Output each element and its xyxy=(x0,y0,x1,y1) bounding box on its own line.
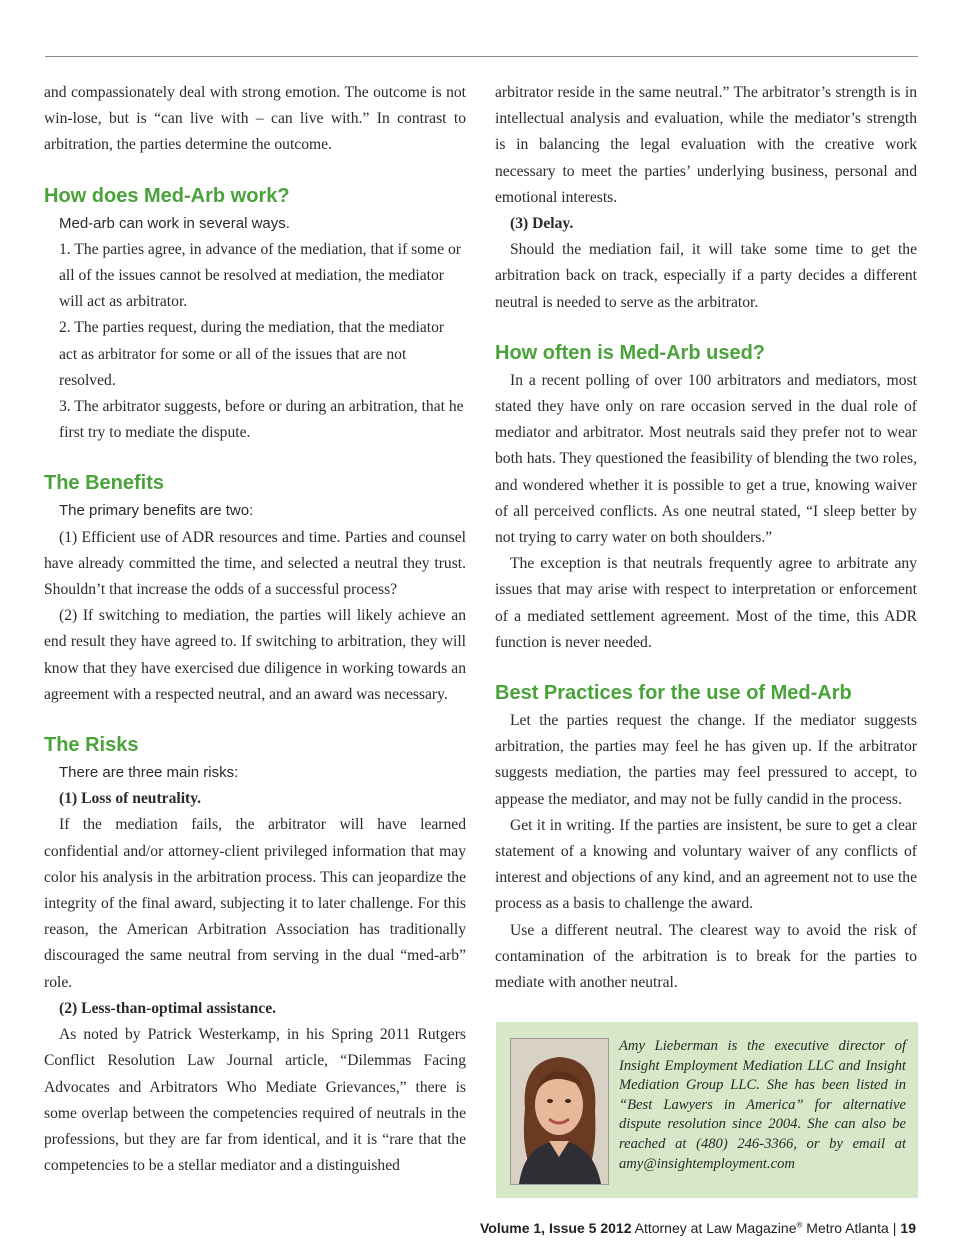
continued-paragraph: arbitrator reside in the same neutral.” The arbitrator’s strength is in intellectual analysis and evaluation, while the mediator’s strength is in balancing the legal evaluation with the creative work necessary to meet the parties’ underlying business, personal and emotional interests. xyxy=(495,84,917,206)
often-paragraph: In a recent polling of over 100 arbitrators and mediators, most stated they have only on rare occasion served in the dual role of mediator and arbitrator. Most neutrals said they prefer not to wear both hats. They questioned the feasibility of blending the two roles, and wondered whether it is possible to get a true, knowing waiver of all perceived conflicts. As one neutral stated, “I sleep better by not trying to carry water on both shoulders.” xyxy=(495,371,917,547)
author-portrait-icon xyxy=(511,1039,608,1184)
heading-how-often: How often is Med-Arb used? xyxy=(495,341,765,364)
list-item: 3. The arbitrator suggests, before or during an arbitration, that he first try to mediate the dispute. xyxy=(59,398,464,442)
benefit-paragraph: (1) Efficient use of ADR resources and time. Parties and counsel have already committed the time, and selected a neutral they trust. Shouldn’t that increase the odds of a successful process? xyxy=(44,528,466,599)
risk-paragraph: Should the mediation fail, it will take some time to get the arbitration back on track, especially if a party decides a different neutral is needed to serve as the arbitrator. xyxy=(495,241,917,311)
page-number: 19 xyxy=(900,1220,916,1236)
risks-intro: There are three main risks: xyxy=(59,764,239,782)
risk-title: (3) Delay. xyxy=(510,215,574,233)
heading-best-practices: Best Practices for the use of Med-Arb xyxy=(495,682,852,705)
left-column xyxy=(44,80,466,1179)
risk-paragraph: As noted by Patrick Westerkamp, in his Spring 2011 Rutgers Conflict Resolution Law Journal article, “Dilemmas Facing Advocates and Arbitrators Who Mediate Grievances,” there is some overlap between the competencies required of neutrals in the professions, but they are far from identical, and it is “rare that the competencies to be a stellar mediator and a distinguished xyxy=(44,1026,466,1175)
often-paragraph: The exception is that neutrals frequently agree to arbitrate any issues that may arise with respect to interpretation or enforcement of a mediated settlement agreement. Most of the time, this ADR function is never needed. xyxy=(495,555,917,651)
intro-paragraph: and compassionately deal with strong emotion. The outcome is not win-lose, but is “can live with – can live with.” In contrast to arbitration, the parties determine the outcome. xyxy=(44,84,466,154)
footer-separator: | xyxy=(892,1220,897,1236)
heading-benefits: The Benefits xyxy=(44,472,165,495)
author-bio-text: Amy Lieberman is the executive director of Insight Employment Mediation LLC and Insight Mediation Group LLC. She has been listed in “Best Lawyers in America” for alternative dispute resolution since 2004. She can also be reached at (480) 246-3366, or by email at amy@insightemployment.com xyxy=(619,1038,906,1172)
author-photo xyxy=(510,1038,609,1185)
page-footer xyxy=(480,1220,916,1236)
magazine-name: Attorney at Law Magazine xyxy=(634,1220,797,1236)
list-item: 2. The parties request, during the mediation, that the mediator act as arbitrator for some or all of the issues that are not resolved. xyxy=(59,319,445,389)
benefit-paragraph: (2) If switching to mediation, the parties will likely achieve an end result they have agreed to. If switching to arbitration, they will know that they have exercised due diligence in working towards an agreement with a respected neutral, and an award was necessary. xyxy=(44,607,466,703)
best-practice-paragraph: Get it in writing. If the parties are insistent, be sure to get a clear statement of a knowing and voluntary waiver of any conflicts of interest and objections of any kind, and an agreement not to use the process as a basis to challenge the award. xyxy=(495,816,917,913)
best-practice-paragraph: Let the parties request the change. If the mediator suggests arbitration, the parties may feel he has given up. If the arbitrator suggests mediation, the parties may feel pressured to accept, to appease the mediator, and may not be fully candid in the process. xyxy=(495,712,917,808)
edition-name: Metro Atlanta xyxy=(806,1220,889,1236)
list-item: 1. The parties agree, in advance of the mediation, that if some or all of the issues cannot be resolved at mediation, the mediator will act as arbitrator. xyxy=(59,240,461,311)
heading-risks: The Risks xyxy=(44,734,139,757)
benefits-intro: The primary benefits are two: xyxy=(59,502,254,520)
best-practice-paragraph: Use a different neutral. The clearest way to avoid the risk of contamination of the arbitration is to break for the parties to mediate with another neutral. xyxy=(495,921,917,992)
registered-mark: ® xyxy=(796,1220,803,1230)
work-intro: Med-arb can work in several ways. xyxy=(59,214,290,232)
heading-how-med-arb-works: How does Med-Arb work? xyxy=(44,184,290,207)
right-column xyxy=(495,80,917,996)
issue-info: Volume 1, Issue 5 2012 xyxy=(479,1220,632,1236)
top-rule xyxy=(45,56,918,57)
risk-paragraph: If the mediation fails, the arbitrator will have learned confidential and/or attorney-client privileged information that may color his analysis in the arbitration process. This can jeopardize the integrity of the final award, subjecting it to later challenge. For this reason, the American Arbitration Association has traditionally discouraged the same neutral from serving in the dual “med-arb” role. xyxy=(44,816,466,991)
author-bio-box xyxy=(496,1022,918,1198)
risk-title: (1) Loss of neutrality. xyxy=(59,790,202,808)
risk-title: (2) Less-than-optimal assistance. xyxy=(59,999,277,1017)
